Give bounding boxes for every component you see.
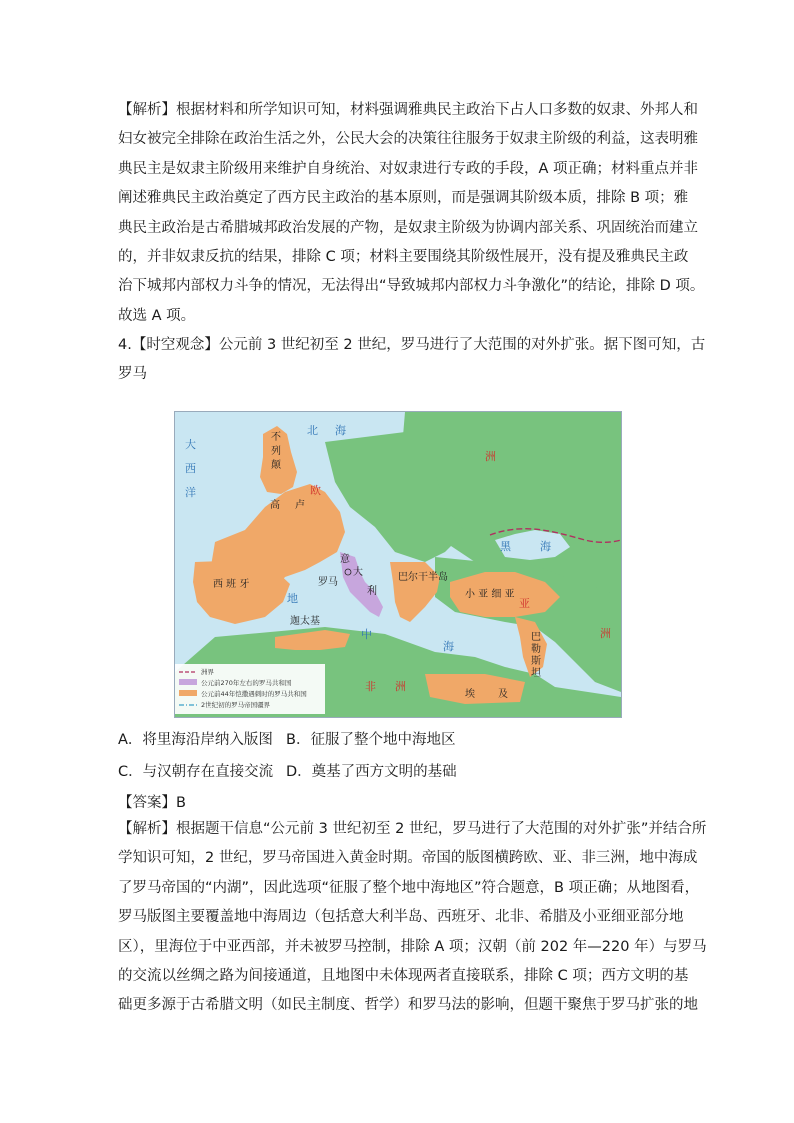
map-label-mediterranean: 海 [443,640,454,653]
legend-republic-44-swatch [179,690,197,696]
text-line: 的，并非奴隶反抗的结果，排除 C 项；材料主要围绕其阶级性展开，没有提及雅典民主政 [118,248,689,265]
legend-republic-270-swatch [179,679,197,685]
map-label-black-sea: 黑 [500,540,511,553]
map-label-europe: 洲 [485,450,496,463]
text-line: 了罗马帝国的“内湖”，因此选项“征服了整个地中海地区”符合题意，B 项正确；从地图看， [118,879,700,896]
map-label-palestine: 巴 [531,632,541,643]
text-line: 典民主政治是古希腊城邦政治发展的产物，是奴隶主阶级为协调内部关系、巩固统治而建立 [118,219,698,236]
map-label-egypt: 埃 [465,689,475,700]
map-label-palestine: 斯 [531,656,541,667]
analysis-paragraph-1 [118,96,705,331]
map-label-carthage: 迦太基 [290,616,320,627]
map-label-atlantic: 洋 [185,486,196,499]
map-label-britain: 列 [271,446,281,457]
map-label-atlantic: 大 [185,438,196,451]
answer-line: 【答案】B [118,795,186,811]
map-label-italy: 意 [340,554,350,565]
map-label-asia-minor: 小 亚 细 亚 [465,589,515,600]
text-line: 学知识可知，2 世纪，罗马帝国进入黄金时期。帝国的版图横跨欧、亚、非三洲，地中海成 [118,850,698,867]
legend-label: 洲界 [201,668,214,676]
text-line: 治下城邦内部权力斗争的情况，无法得出“导致城邦内部权力斗争激化”的结论，排除 D 项。 [118,278,705,295]
map-label-egypt: 及 [498,689,508,700]
text-line: 【解析】根据材料和所学知识可知，材料强调雅典民主政治下占人口多数的奴隶、外邦人和 [118,102,698,118]
text-line: 罗马 [118,366,147,383]
legend-label: 公元前44年恺撒遇刺时的罗马共和国 [201,690,307,698]
map-label-mediterranean: 地 [287,592,298,605]
map-legend [175,664,325,714]
roman-empire-map [174,411,622,718]
text-line: 阐述雅典民主政治奠定了西方民主政治的基本原则，而是强调其阶级本质，排除 B 项；雅 [118,190,689,207]
map-label-north-sea: 海 [335,424,346,437]
text-line: 罗马版图主要覆盖地中海周边（包括意大利半岛、西班牙、北非、希腊及小亚细亚部分地 [118,909,684,926]
text-line: 故选 A 项。 [118,307,196,324]
map-label-africa: 非 [365,680,376,693]
map-label-palestine: 坦 [531,668,541,679]
map-label-balkan: 巴尔干半岛 [398,572,448,583]
text-line: 典民主是奴隶主阶级用来维护自身统治、对奴隶进行专政的手段，A 项正确；材料重点并非 [118,160,699,177]
map-label-mediterranean: 中 [361,628,372,641]
map-label-asia: 洲 [600,627,611,640]
map-label-italy: 利 [367,586,377,597]
map-label-africa: 洲 [395,680,406,693]
text-line: 妇女被完全排除在政治生活之外，公民大会的决策往往服务于奴隶主阶级的利益，这表明雅 [118,131,698,148]
map-label-europe: 欧 [310,484,321,497]
text-line: 区），里海位于中亚西部，并未被罗马控制，排除 A 项；汉朝（前 202 年—220 年）与罗马 [118,938,707,955]
map-label-atlantic: 西 [185,462,196,475]
map-label-asia: 亚 [519,597,530,610]
map-label-italy: 大 [353,567,363,578]
text-line: 4.【时空观念】公元前 3 世纪初至 2 世纪，罗马进行了大范围的对外扩张。据下图可知，古 [118,337,706,353]
question-4-stem [118,331,706,390]
legend-label: 2世纪初的罗马帝国疆界 [201,701,271,709]
map-label-north-sea: 北 [307,424,318,437]
text-line: 础更多源于古希腊文明（如民主制度、哲学）和罗马法的影响，但题干聚焦于罗马扩张的地 [118,997,698,1014]
map-label-britain: 颠 [271,460,281,471]
analysis-paragraph-2 [118,815,707,1021]
option-d: D．奠基了西方文明的基础 [286,764,457,780]
map-label-palestine: 勒 [531,644,541,655]
legend-label: 公元前270年左右的罗马共和国 [201,679,292,687]
map-label-britain: 不 [271,432,281,443]
option-c: C．与汉朝存在直接交流 [118,764,274,780]
map-label-spain: 西 班 牙 [213,579,250,590]
text-line: 【解析】根据题干信息“公元前 3 世纪初至 2 世纪，罗马进行了大范围的对外扩张”并结合所 [118,821,707,837]
option-b: B．征服了整个地中海地区 [286,732,456,748]
map-label-gaul: 高 [270,500,280,511]
option-a: A．将里海沿岸纳入版图 [118,732,273,748]
map-label-gaul: 卢 [295,500,305,511]
map-label-black-sea: 海 [540,540,551,553]
map-label-rome: 罗马 [318,577,338,588]
text-line: 的交流以丝绸之路为间接通道，且地图中未体现两者直接联系，排除 C 项；西方文明的基 [118,967,689,984]
